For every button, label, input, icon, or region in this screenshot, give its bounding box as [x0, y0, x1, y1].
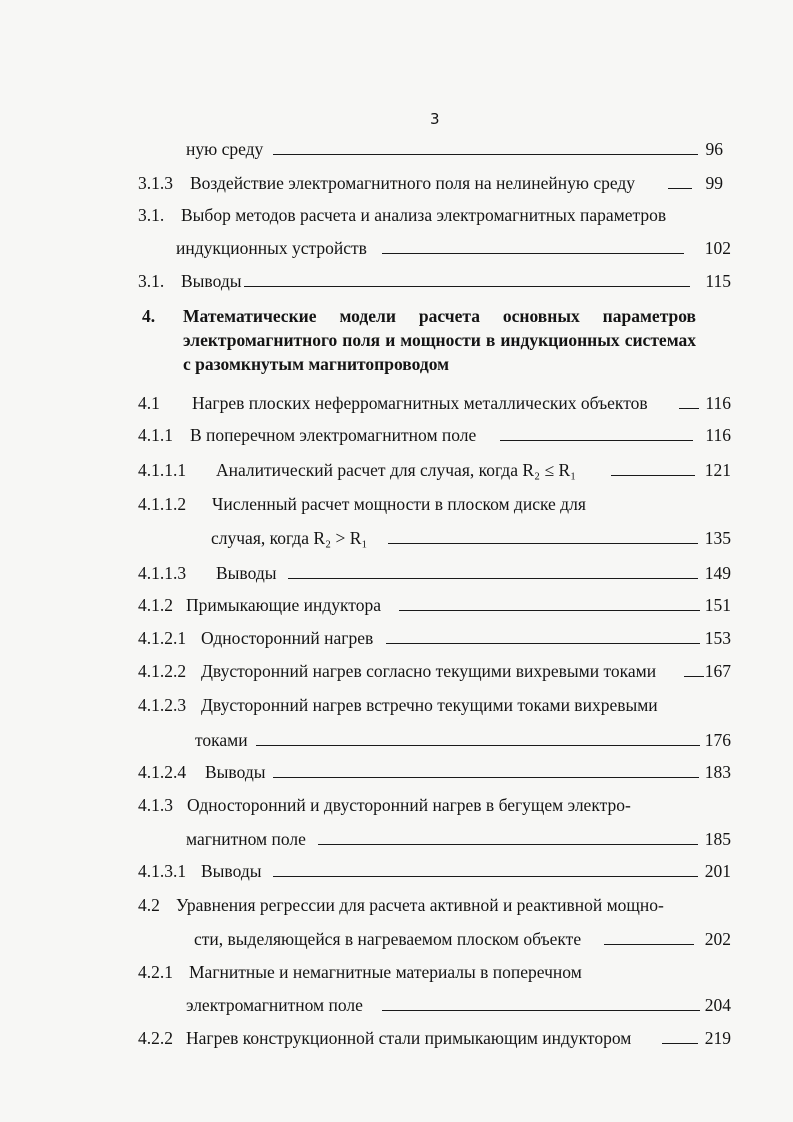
leader-line [273, 777, 699, 778]
toc-entry [138, 203, 723, 227]
leader-line [256, 745, 700, 746]
toc-entry-title: Магнитные и немагнитные материалы в поперечном [189, 962, 582, 982]
leader-line [668, 188, 692, 189]
toc-entry [138, 391, 731, 415]
toc-entry [138, 693, 731, 717]
toc-entry-number: 4.1.3 [138, 795, 173, 815]
toc-entry [138, 236, 731, 260]
toc-entry [138, 626, 731, 650]
toc-entry-title: В поперечном электромагнитном поле [190, 425, 477, 445]
toc-entry [138, 1026, 731, 1050]
leader-line [679, 408, 699, 409]
leader-line [684, 676, 704, 677]
leader-line [273, 154, 698, 155]
toc-entry-title: Нагрев плоских неферромагнитных металлических объектов [192, 393, 648, 413]
toc-entry-page: 99 [705, 173, 723, 193]
toc-entry [138, 728, 731, 752]
toc-entry-number: 4.1.2.4 [138, 762, 187, 782]
toc-entry-page: 219 [704, 1028, 731, 1048]
toc-entry-number: 4.1.1.2 [138, 494, 187, 514]
toc-entry-number: 4.2.1 [138, 962, 173, 982]
toc-entry [138, 492, 731, 516]
leader-line [388, 543, 698, 544]
toc-entry [138, 561, 731, 585]
toc-entry-page: 185 [704, 829, 731, 849]
leader-line [500, 440, 693, 441]
toc-entry-number: 4.1.3.1 [138, 861, 187, 881]
toc-entry-title: случая, когда R₂ > R₁ [211, 528, 368, 548]
toc-entry [138, 269, 731, 293]
toc-entry [138, 827, 731, 851]
toc-entry-page: 183 [704, 762, 731, 782]
toc-entry [138, 993, 731, 1017]
toc-entry-number: 4.2 [138, 895, 160, 915]
leader-line [318, 844, 698, 845]
leader-line [386, 643, 700, 644]
leader-line [382, 253, 684, 254]
leader-line [604, 944, 694, 945]
toc-entry-page: 176 [704, 730, 731, 750]
toc-entry-title: Аналитический расчет для случая, когда R₂ ≤ R₁ [216, 460, 577, 480]
toc-entry [138, 593, 731, 617]
toc-entry-number: 4.1.1.1 [138, 460, 187, 480]
leader-line [399, 610, 700, 611]
toc-entry-title: Выводы [181, 271, 242, 291]
toc-entry-title: Численный расчет мощности в плоском диске для [212, 494, 586, 514]
toc-entry [138, 793, 731, 817]
toc-entry-title: электромагнитном поле [186, 995, 363, 1015]
toc-entry [138, 893, 731, 917]
toc-entry [138, 423, 731, 447]
toc-entry-title: Примыкающие индуктора [186, 595, 381, 615]
toc-entry [138, 526, 731, 550]
page-number: 3 [430, 110, 440, 128]
toc-entry-title: Выводы [216, 563, 277, 583]
toc-entry-page: 135 [704, 528, 731, 548]
toc-entry-number: 4.1.2.1 [138, 628, 187, 648]
toc-entry-page: 102 [704, 238, 731, 258]
toc-entry-page: 149 [704, 563, 731, 583]
leader-line [611, 475, 695, 476]
toc-entry-title: Выбор методов расчета и анализа электромагнитных параметров [181, 205, 667, 225]
toc-entry-number: 3.1. [138, 205, 165, 225]
toc-entry-title: сти, выделяющейся в нагреваемом плоском объекте [194, 929, 582, 949]
chapter-number: 4. [142, 306, 156, 326]
toc-entry-title: Двусторонний нагрев встречно текущими токами вихревыми [201, 695, 658, 715]
toc-entry-title: Нагрев конструкционной стали примыкающим индуктором [186, 1028, 632, 1048]
toc-entry-number: 4.1 [138, 393, 160, 413]
toc-entry-title: индукционных устройств [176, 238, 367, 258]
toc-entry [138, 927, 731, 951]
toc-entry-page: 202 [704, 929, 731, 949]
toc-entry [138, 760, 731, 784]
toc-entry [138, 859, 731, 883]
toc-entry-number: 4.1.1 [138, 425, 173, 445]
leader-line [244, 286, 690, 287]
toc-entry-title: Уравнения регрессии для расчета активной и реактивной мощно- [176, 895, 664, 915]
toc-entry-number: 4.2.2 [138, 1028, 173, 1048]
toc-entry-title: токами [195, 730, 248, 750]
toc-entry-page: 116 [705, 393, 731, 413]
leader-line [382, 1010, 700, 1011]
toc-entry-title: магнитном поле [186, 829, 306, 849]
toc-entry [138, 171, 723, 195]
toc-entry-number: 4.1.2.2 [138, 661, 187, 681]
toc-entry-number: 4.1.2 [138, 595, 173, 615]
toc-entry [138, 960, 731, 984]
toc-entry-title: Воздействие электромагнитного поля на нелинейную среду [190, 173, 636, 193]
toc-entry-number: 3.1.3 [138, 173, 173, 193]
toc-entry [138, 659, 731, 683]
toc-entry-number: 4.1.2.3 [138, 695, 187, 715]
toc-entry-title: Односторонний нагрев [201, 628, 374, 648]
leader-line [273, 876, 698, 877]
toc-entry [138, 137, 723, 161]
toc-entry-page: 153 [704, 628, 731, 648]
leader-line [288, 578, 698, 579]
toc-entry-title: ную среду [186, 139, 264, 159]
toc-entry-title: Односторонний и двусторонний нагрев в бегущем электро- [187, 795, 631, 815]
toc-entry-page: 167 [704, 661, 731, 681]
toc-entry-page: 151 [704, 595, 731, 615]
chapter-title: Математические модели расчета основных параметров электромагнитного поля и мощности в индукционных системах с разомкнутым магнитопроводом [183, 306, 696, 374]
toc-entry [138, 458, 731, 482]
toc-entry-page: 116 [705, 425, 731, 445]
toc-entry-page: 115 [705, 271, 731, 291]
toc-entry-number: 4.1.1.3 [138, 563, 187, 583]
toc-entry-title: Выводы [201, 861, 262, 881]
toc-entry-title: Двусторонний нагрев согласно текущими вихревыми токами [201, 661, 657, 681]
toc-entry-page: 96 [705, 139, 723, 159]
toc-entry-title: Выводы [205, 762, 266, 782]
toc-entry-page: 121 [704, 460, 731, 480]
toc-entry-page: 201 [704, 861, 731, 881]
leader-line [662, 1043, 698, 1044]
toc-entry-page: 204 [704, 995, 731, 1015]
toc-entry-number: 3.1. [138, 271, 165, 291]
